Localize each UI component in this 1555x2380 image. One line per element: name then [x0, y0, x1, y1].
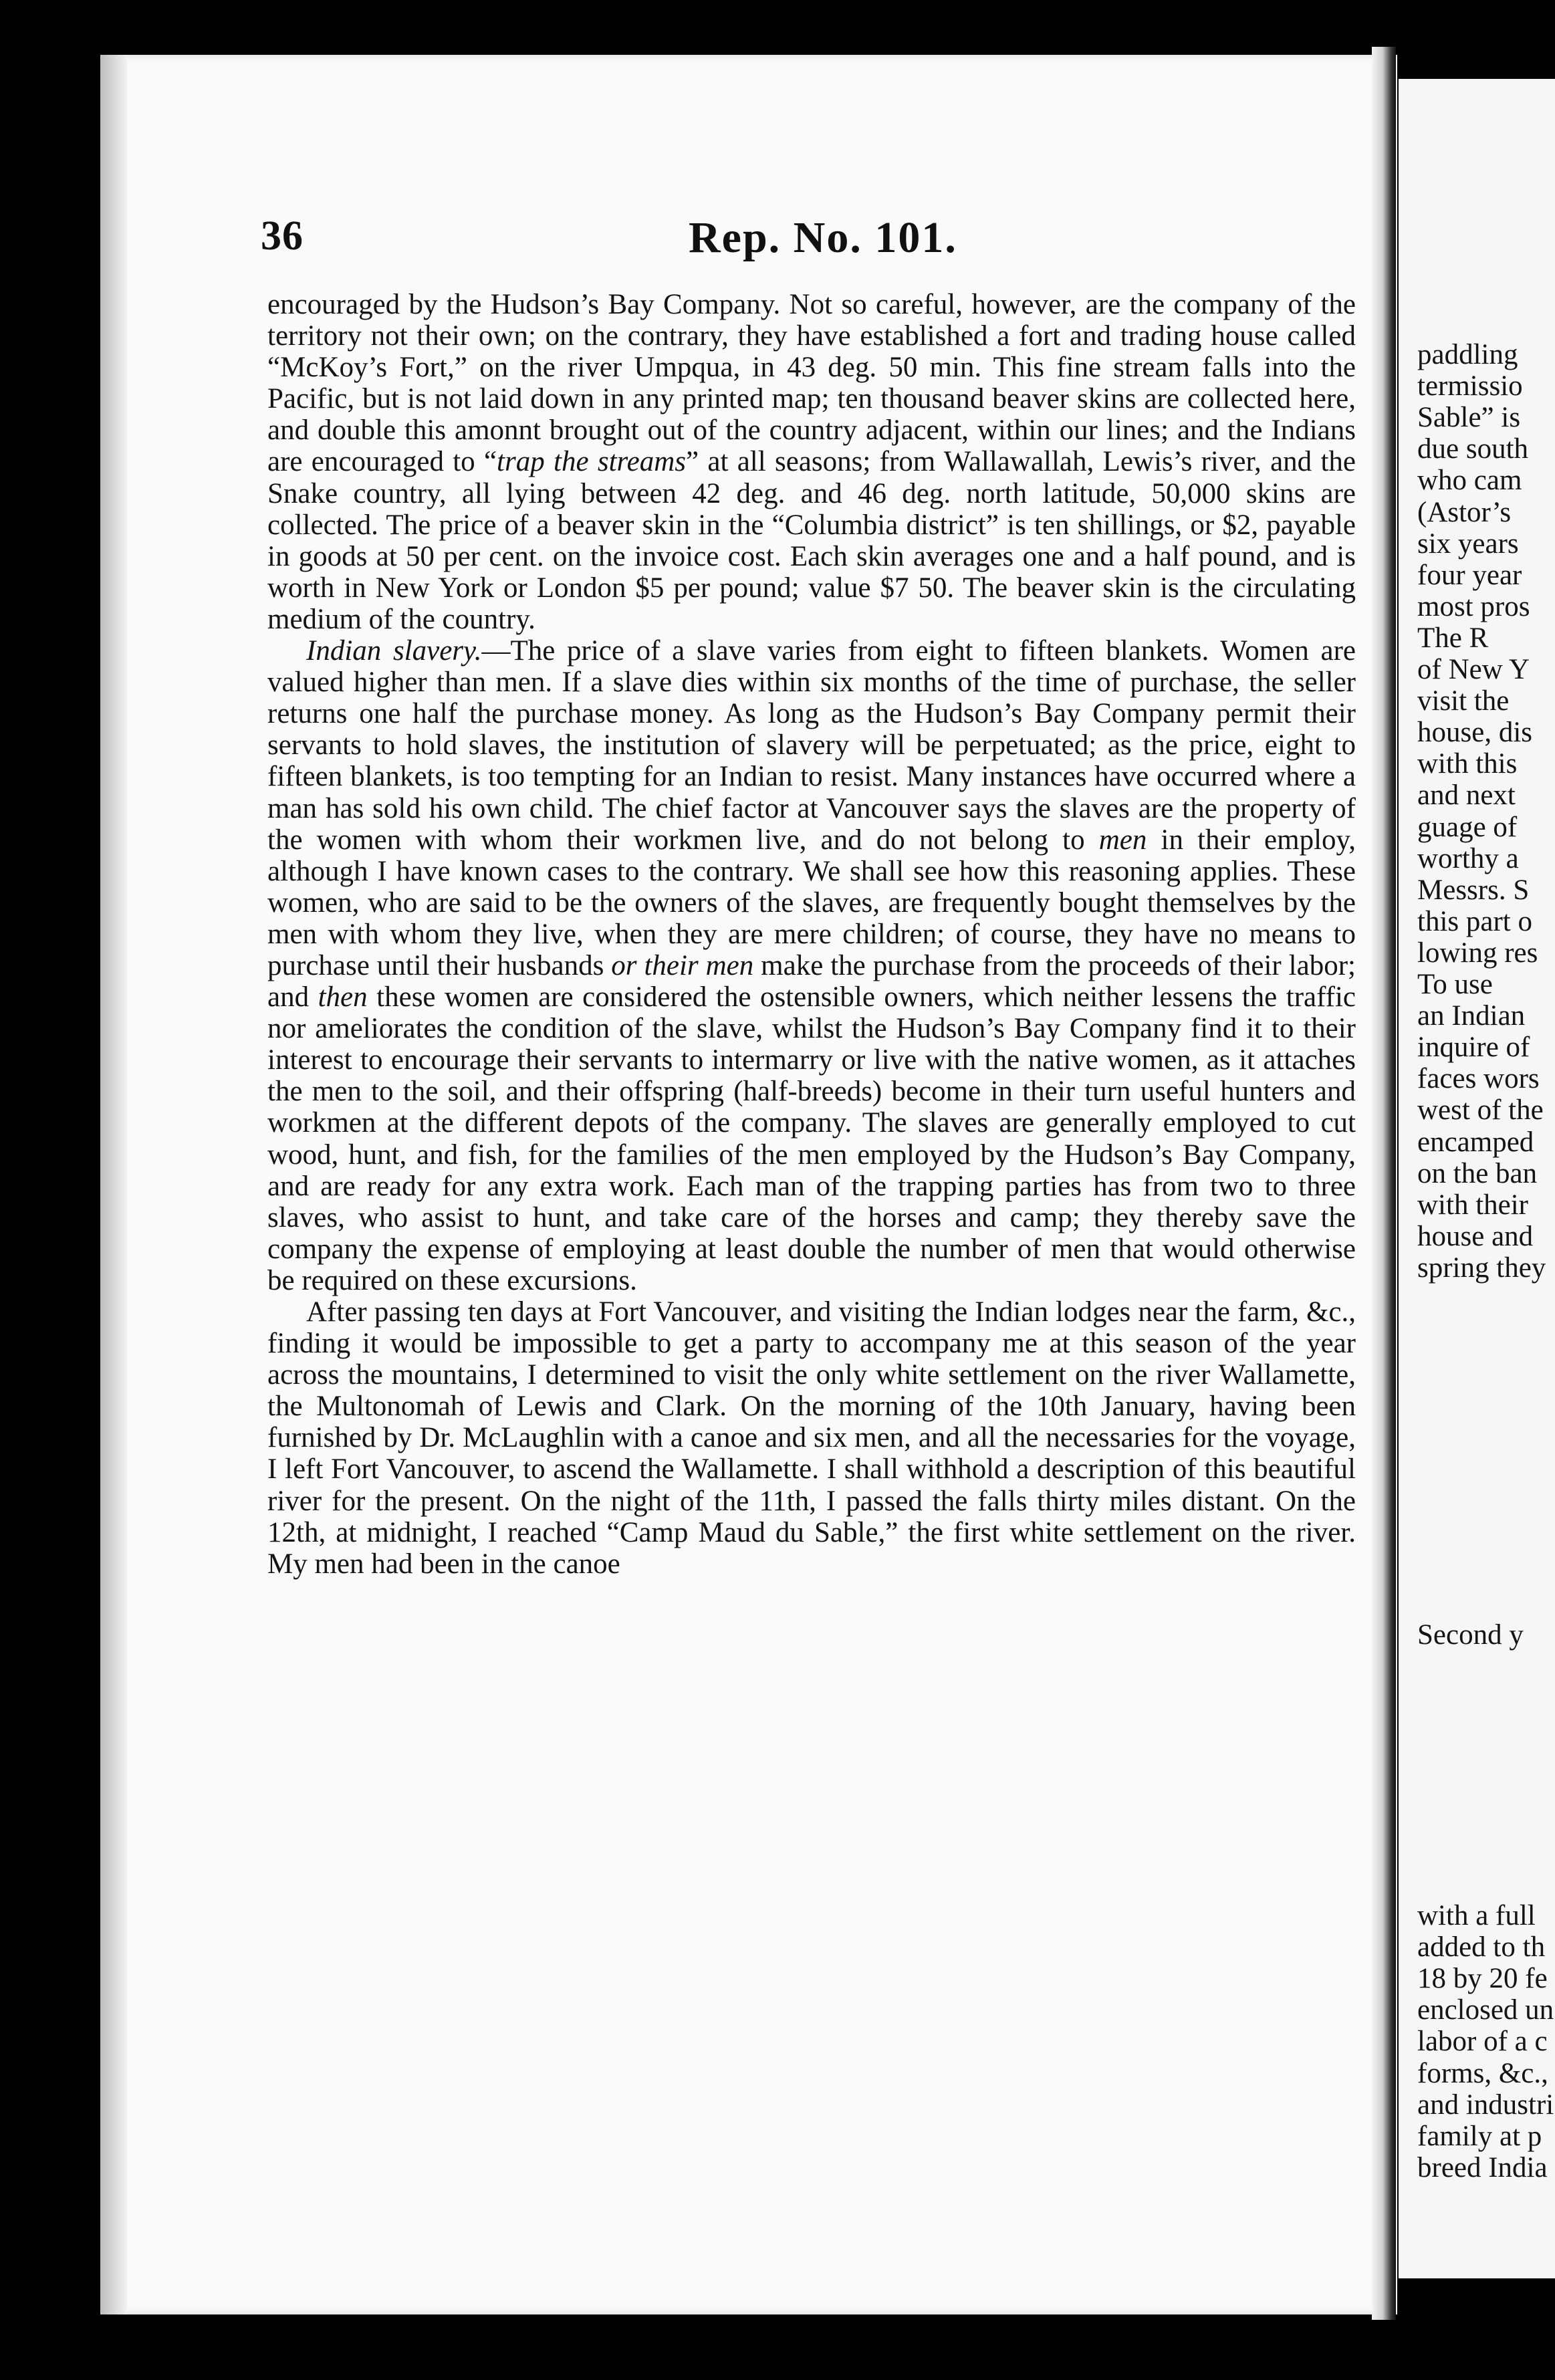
facing-page-line: faces wors	[1417, 1063, 1540, 1095]
facing-page-line: family at p	[1417, 2120, 1542, 2152]
facing-page-line: who cam	[1417, 465, 1522, 497]
facing-page-line: house and	[1417, 1220, 1534, 1252]
page-number: 36	[261, 213, 304, 259]
facing-page-line: and industri	[1417, 2089, 1554, 2121]
facing-page-line: paddling	[1417, 339, 1518, 370]
paragraph-wallamette-journey	[267, 1296, 1356, 1580]
facing-page-line: worthy a	[1417, 842, 1519, 874]
facing-page-line: 18 by 20 fe	[1417, 1963, 1548, 1995]
facing-page-line: (Astor’s	[1417, 496, 1512, 528]
facing-page-line: west of the	[1417, 1094, 1544, 1126]
facing-page-text	[1399, 79, 1555, 2278]
book-gutter	[1372, 47, 1396, 2320]
italic-phrase: then	[318, 981, 368, 1014]
facing-page-line: this part o	[1417, 905, 1532, 937]
italic-phrase: men	[1098, 824, 1147, 856]
main-text-column	[267, 289, 1356, 1580]
facing-page-line: added to th	[1417, 1931, 1546, 1964]
facing-page-line: encamped	[1417, 1126, 1534, 1158]
facing-page-line: six years	[1417, 527, 1519, 560]
italic-phrase: trap the streams	[497, 446, 687, 478]
facing-page-line: visit the	[1417, 685, 1510, 717]
facing-page-line: The R	[1417, 622, 1489, 654]
paragraph-beaver-trade	[267, 289, 1356, 635]
facing-page-heading: Second y	[1417, 1619, 1524, 1651]
text-run: make the purchase from the proceeds of their labor; and	[267, 949, 1356, 1014]
facing-page-line: on the ban	[1417, 1157, 1538, 1189]
facing-page-line: termissio	[1417, 370, 1523, 402]
page-header	[261, 213, 1357, 273]
facing-page-line: four year	[1417, 559, 1522, 591]
facing-page-line: spring they	[1417, 1252, 1546, 1284]
page-left-edge	[100, 55, 127, 2314]
facing-page-line: most pros	[1417, 590, 1530, 622]
text-run: —The price of a slave varies from eight to fifteen blankets. Women are valued higher than men. If a slave dies within six months of the time of purchase, the seller returns one half the purchase money. As long as the Hudson’s Bay Company permit their servants to hold slaves, the institution of slavery will be perpetuated; as the price, eight to fifteen blankets, is too tempting for an Indian to resist. Many instances have occurred where a man has sold his own child. The chief factor at Vancouver says the slaves are the property of the women with whom their workmen live, and do not belong to	[267, 635, 1356, 856]
facing-page-line: forms, &c.,	[1417, 2057, 1548, 2089]
running-head: Rep. No. 101.	[689, 213, 957, 262]
facing-page-line: labor of a c	[1417, 2026, 1548, 2058]
text-run: ” at all seasons; from Wallawallah, Lewis’s river, and the Snake country, all lying between 42 deg. and 46 deg. north latitude, 50,000 skins are collected. The price of a beaver skin in the “Columbia district” is ten shillings, or $2, payable in goods at 50 per cent. on the invoice cost. Each skin averages one and a half pound, and is worth in New York or London $5 per pound; value $7 50. The beaver skin is the circulating medium of the country.	[267, 446, 1356, 635]
facing-page-line: To use	[1417, 969, 1493, 1000]
text-run: After passing ten days at Fort Vancouver, and visiting the Indian lodges near the farm, &c., finding it would be impossible to get a party to accompany me at this season of the year across the mountains, I determined to visit the only white settlement on the river Wallamette, the Multonomah of Lewis and Clark. On the morning of the 10th January, having been furnished by Dr. McLaughlin with a canoe and six men, and all the necessaries for the voyage, I left Fort Vancouver, to ascend the Wallamette. I shall withhold a description of this beautiful river for the present. On the night of the 11th, I passed the falls thirty miles distant. On the 12th, at midnight, I reached “Camp Maud du Sable,” the first white settlement on the river. My men had been in the canoe	[267, 1296, 1356, 1580]
facing-page-line: breed India	[1417, 2151, 1548, 2183]
facing-page-line: with their	[1417, 1189, 1528, 1221]
paragraph-indian-slavery	[267, 635, 1356, 1296]
text-run: encouraged by the Hudson’s Bay Company. Not so careful, however, are the company of the territory not their own; on the contrary, they have established a fort and trading house called “McKoy’s Fort,” on the river Umpqua, in 43 deg. 50 min. This fine stream falls into the Pacific, but is not laid down in any printed map; ten thousand beaver skins are collected here, and double this amonnt brought out of the country adjacent, within our lines; and the Indians are encouraged to “	[267, 289, 1356, 478]
facing-page-line: Sable” is	[1417, 402, 1521, 434]
italic-lead: Indian slavery.	[306, 635, 482, 667]
text-run: these women are considered the ostensible owners, which neither lessens the traffic nor ameliorates the condition of the slave, whilst the Hudson’s Bay Company find it to their interest to encourage their servants to intermarry or live with the native women, as it attaches the men to the soil, and their offspring (half-breeds) become in their turn useful hunters and workmen at the different depots of the company. The slaves are generally employed to cut wood, hunt, and fish, for the families of the men employed by the Hudson’s Bay Company, and are ready for any extra work. Each man of the trapping parties has from two to three slaves, who assist to hunt, and take care of the horses and camp; they thereby save the company the expense of employing at least double the number of men that would otherwise be required on these excursions.	[267, 981, 1356, 1296]
facing-page-line: with a full	[1417, 1900, 1536, 1931]
facing-page-line: house, dis	[1417, 717, 1532, 749]
facing-page-line: and next	[1417, 780, 1516, 812]
facing-page-line: due south	[1417, 433, 1529, 465]
italic-phrase: or their men	[611, 949, 754, 981]
facing-page-line: lowing res	[1417, 937, 1538, 969]
facing-page-line: guage of	[1417, 811, 1518, 843]
facing-page-line: an Indian	[1417, 1000, 1526, 1032]
facing-page-line: inquire of	[1417, 1032, 1530, 1064]
facing-page-line: of New Y	[1417, 654, 1530, 685]
text-run: in their employ, although I have known cases to the contrary. We shall see how this reasoning applies. These women, who are said to be the owners of the slaves, are frequently bought themselves by the men with whom they live, when they are mere children; of course, they have no means to purchase until their husbands	[267, 824, 1356, 981]
facing-page-line: with this	[1417, 748, 1518, 780]
facing-page-line: Messrs. S	[1417, 874, 1530, 906]
facing-page-line: enclosed un	[1417, 1994, 1554, 2026]
